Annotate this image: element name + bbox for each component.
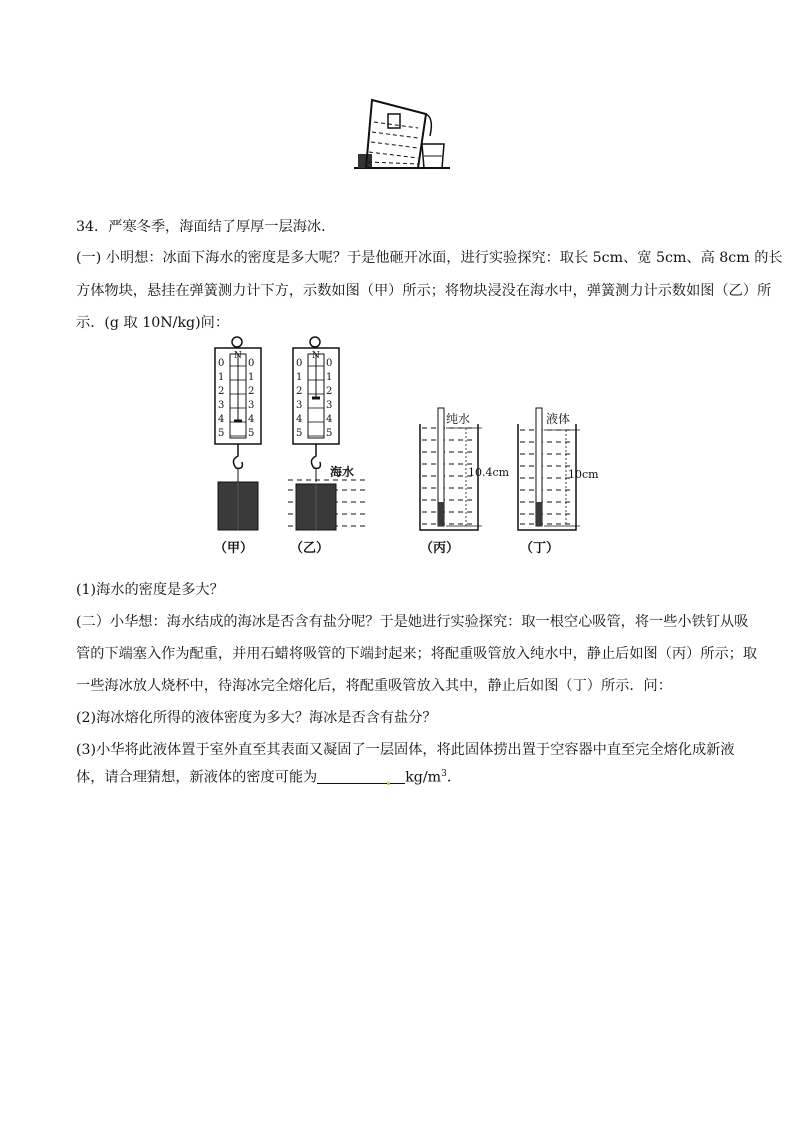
part2-line-2: 管的下端塞入作为配重，并用石蜡将吸管的下端封起来；将配重吸管放入纯水中，静止后如图（丙）所示；取 [76,646,758,662]
part2-line-1: (二）小华想：海水结成的海冰是否含有盐分呢？于是她进行实验探究：取一根空心吸管，将一些小铁钉从吸 [76,614,749,630]
question-intro [76,217,335,237]
part1-line-1: (一) 小明想：冰面下海水的密度是多大呢？于是他砸开冰面，进行实验探究：取长 5cm、宽 5cm、高 8cm 的长 [76,250,783,266]
question-3-line-1: (3)小华将此液体置于室外直至其表面又凝固了一层固体，将此固体捞出置于空容器中直至完全熔化成新液 [76,742,735,758]
q3-unit: kg/m [405,769,442,786]
scale-yi-marks-right: 0 1 2 3 4 5 [326,358,333,439]
scale-yi-n: N [312,351,320,361]
liquid-label: 液体 [546,412,571,426]
scale-jia-marks-left: 0 1 2 3 4 5 [218,358,225,439]
scale-yi-marks-left: 0 1 2 3 4 5 [296,358,303,439]
part1-line-2: 方体物块，悬挂在弹簧测力计下方，示数如图（甲）所示；将物块浸没在海水中，弹簧测力计示数如图（乙）所 [76,283,772,299]
overflow-beaker-illustration [352,92,452,172]
intro-text: 严寒冬季，海面结了厚厚一层海冰． [108,219,336,235]
question-number: 34． [76,219,109,235]
figure-ding-label: （丁） [520,541,560,556]
figure-jia-label: （甲） [214,541,254,556]
question-3-line-2 [76,764,461,788]
bing-depth-label: 10.4cm [468,466,510,479]
q3-unit-sup: 3 [441,769,447,779]
answer-blank[interactable] [317,769,405,784]
part1-line-3: 示．(g 取 10N/kg)问： [76,315,230,331]
pure-water-label: 纯水 [446,412,471,426]
part2-line-3: 一些海冰放人烧杯中，待海冰完全熔化后，将配重吸管放入其中，静止后如图（丁）所示．问： [76,678,672,694]
question-2: (2)海冰熔化所得的液体密度为多大？海冰是否含有盐分？ [76,710,437,726]
q3-prefix: 体，请合理猜想，新液体的密度可能为 [76,769,318,786]
q3-end: ． [446,769,462,786]
question-1: (1)海水的密度是多大？ [76,582,224,598]
figure-bing-label: （丙） [420,541,460,556]
ding-depth-label: 10cm [568,468,599,481]
scale-jia-n: N [234,351,242,361]
seawater-label: 海水 [330,465,355,479]
figure-yi-label: （乙） [290,541,330,556]
marker-dot [387,782,390,785]
scale-jia-marks-right: 0 1 2 3 4 5 [248,358,255,439]
